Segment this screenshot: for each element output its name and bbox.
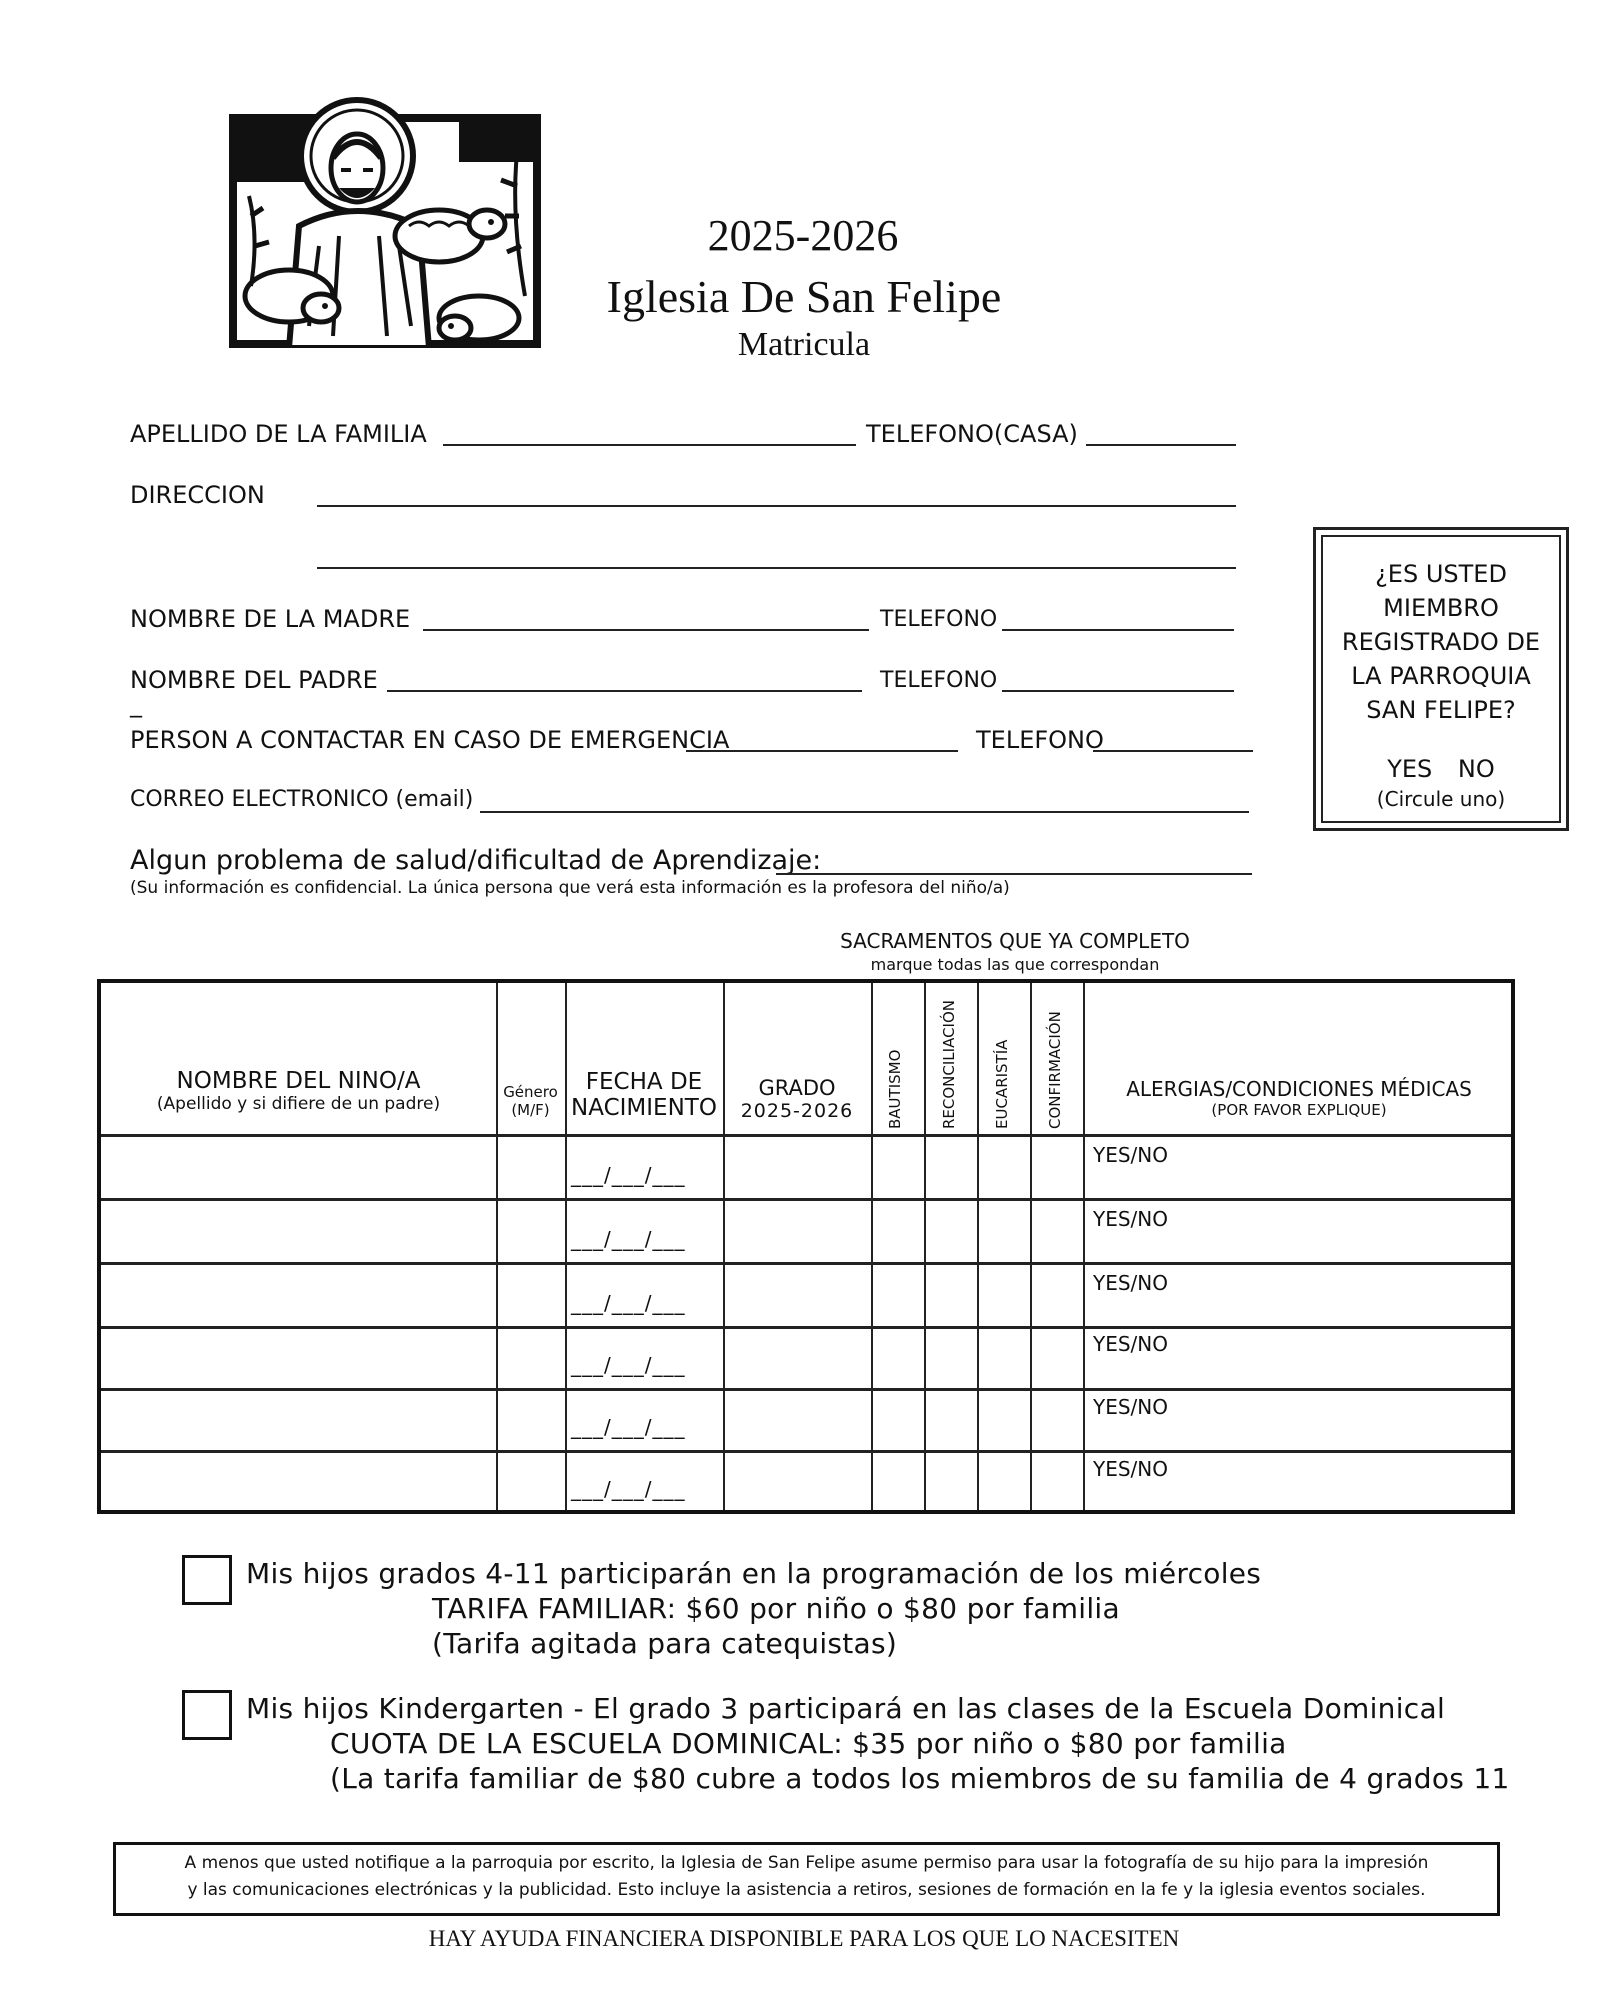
children-table [97, 979, 1515, 1514]
col-header-name-sub: (Apellido y si difiere de un padre) [156, 1094, 441, 1114]
col-header-allergies-sub: (POR FAVOR EXPLIQUE) [1211, 1101, 1387, 1119]
allergy-yes-no[interactable]: YES/NO [1093, 1457, 1168, 1481]
row-divider [101, 1450, 1511, 1453]
address-field-line-2[interactable] [317, 567, 1236, 569]
col-divider [871, 983, 873, 1510]
member-circle-hint: (Circule uno) [1376, 787, 1506, 811]
sunday-school-fee: CUOTA DE LA ESCUELA DOMINICAL: $35 por niño o $80 por familia [330, 1727, 1287, 1760]
col-header-grade-line: 2025-2026 [740, 1100, 854, 1122]
col-header-birthdate-line: FECHA DE [585, 1069, 703, 1095]
col-header-birthdate [565, 1069, 723, 1121]
mother-phone-label: TELEFONO [880, 607, 998, 632]
col-divider [496, 983, 498, 1510]
church-name: Iglesia De San Felipe [606, 271, 1002, 322]
school-year: 2025-2026 [707, 211, 899, 260]
col-divider [1083, 983, 1085, 1510]
col-header-gender [496, 1083, 565, 1119]
email-label: CORREO ELECTRONICO (email) [130, 787, 474, 812]
col-header-gender-sub: (M/F) [511, 1101, 550, 1119]
col-header-birthdate-line: NACIMIENTO [571, 1095, 717, 1121]
wednesday-program-label: Mis hijos grados 4-11 participarán en la programación de los miércoles [246, 1557, 1262, 1590]
emergency-contact-label: PERSON A CONTACTAR EN CASO DE EMERGENCIA [130, 726, 730, 754]
col-divider [977, 983, 979, 1510]
sunday-school-label: Mis hijos Kindergarten - El grado 3 participará en las clases de la Escuela Dominical [246, 1692, 1446, 1725]
sacraments-subtitle: marque todas las que correspondan [870, 955, 1160, 974]
wednesday-program-checkbox[interactable] [182, 1555, 232, 1605]
col-header-gender-label: Género [503, 1083, 558, 1101]
allergy-yes-no[interactable]: YES/NO [1093, 1271, 1168, 1295]
col-divider [1030, 983, 1032, 1510]
wednesday-program-note: (Tarifa agitada para catequistas) [432, 1627, 898, 1660]
col-header-eucharist: EUCARISTÍA [993, 1039, 1011, 1129]
mother-name-label: NOMBRE DE LA MADRE [130, 605, 411, 633]
emergency-contact-field[interactable] [686, 750, 958, 752]
stray-mark: _ [130, 690, 142, 718]
photo-permission-notice [113, 1842, 1500, 1916]
member-question [1323, 557, 1559, 727]
financial-aid-note: HAY AYUDA FINANCIERA DISPONIBLE PARA LOS QUE LO NACESITEN [428, 1926, 1180, 1951]
col-header-grade-line: GRADO [758, 1076, 836, 1100]
home-phone-field[interactable] [1086, 444, 1236, 446]
address-field-line-1[interactable] [317, 505, 1236, 507]
col-header-name-label: NOMBRE DEL NINO/A [176, 1068, 421, 1094]
sunday-school-note: (La tarifa familiar de $80 cubre a todos los miembros de su familia de 4 grados 11 [330, 1762, 1510, 1795]
birthdate-blank[interactable]: ___/___/___ [571, 1291, 686, 1315]
col-header-reconciliation: RECONCILIACIÓN [940, 999, 958, 1129]
row-divider [101, 1262, 1511, 1265]
row-divider [101, 1326, 1511, 1329]
sunday-school-checkbox[interactable] [182, 1690, 232, 1740]
parish-member-box [1313, 527, 1569, 831]
col-header-name [101, 1068, 496, 1114]
allergy-yes-no[interactable]: YES/NO [1093, 1395, 1168, 1419]
row-divider [101, 1134, 1511, 1137]
health-field[interactable] [776, 873, 1252, 875]
col-header-allergies [1083, 1077, 1515, 1119]
birthdate-blank[interactable]: ___/___/___ [571, 1415, 686, 1439]
allergy-yes-no[interactable]: YES/NO [1093, 1332, 1168, 1356]
col-divider [565, 983, 567, 1510]
health-confidential-note: (Su información es confidencial. La única persona que verá esta información es la profesora del niño/a) [130, 878, 1010, 898]
member-question-line: REGISTRADO DE [1341, 628, 1541, 656]
allergy-yes-no[interactable]: YES/NO [1093, 1207, 1168, 1231]
member-question-line: LA PARROQUIA [1351, 662, 1531, 690]
home-phone-label: TELEFONO(CASA) [866, 420, 1078, 448]
birthdate-blank[interactable]: ___/___/___ [571, 1353, 686, 1377]
member-question-line: SAN FELIPE? [1366, 696, 1516, 724]
col-divider [723, 983, 725, 1510]
father-phone-field[interactable] [1002, 690, 1234, 692]
notice-line: y las comunicaciones electrónicas y la publicidad. Esto incluye la asistencia a retiros, sesiones de formación en la fe y la iglesia eventos sociales. [187, 1880, 1426, 1900]
col-header-grade [723, 1076, 871, 1122]
mother-name-field[interactable] [423, 629, 869, 631]
member-yes-no[interactable]: YES NO [1387, 755, 1495, 783]
family-name-field[interactable] [443, 444, 856, 446]
allergy-yes-no[interactable]: YES/NO [1093, 1143, 1168, 1167]
family-name-label: APELLIDO DE LA FAMILIA [130, 420, 427, 448]
birthdate-blank[interactable]: ___/___/___ [571, 1477, 686, 1501]
email-field[interactable] [480, 811, 1249, 813]
address-label: DIRECCION [130, 481, 265, 509]
member-question-line: ¿ES USTED [1375, 560, 1507, 588]
emergency-phone-label: TELEFONO [976, 726, 1104, 754]
notice-line: A menos que usted notifique a la parroquia por escrito, la Iglesia de San Felipe asume permiso para usar la fotografía de su hijo para la impresión [184, 1853, 1429, 1873]
row-divider [101, 1388, 1511, 1391]
sacraments-title: SACRAMENTOS QUE YA COMPLETO [840, 929, 1190, 953]
col-header-allergies-label: ALERGIAS/CONDICIONES MÉDICAS [1126, 1077, 1472, 1101]
birthdate-blank[interactable]: ___/___/___ [571, 1163, 686, 1187]
emergency-phone-field[interactable] [1093, 750, 1253, 752]
col-header-baptism: BAUTISMO [886, 1049, 904, 1129]
col-divider [924, 983, 926, 1510]
row-divider [101, 1198, 1511, 1201]
form-subtitle: Matricula [737, 326, 871, 363]
health-label: Algun problema de salud/dificultad de Aprendizaje: [130, 845, 822, 876]
father-name-field[interactable] [387, 690, 862, 692]
col-header-confirmation: CONFIRMACIÓN [1046, 1011, 1064, 1129]
father-name-label: NOMBRE DEL PADRE [130, 666, 378, 694]
wednesday-program-fee: TARIFA FAMILIAR: $60 por niño o $80 por familia [432, 1592, 1120, 1625]
father-phone-label: TELEFONO [880, 668, 998, 693]
birthdate-blank[interactable]: ___/___/___ [571, 1227, 686, 1251]
mother-phone-field[interactable] [1002, 629, 1234, 631]
member-question-line: MIEMBRO [1383, 594, 1499, 622]
